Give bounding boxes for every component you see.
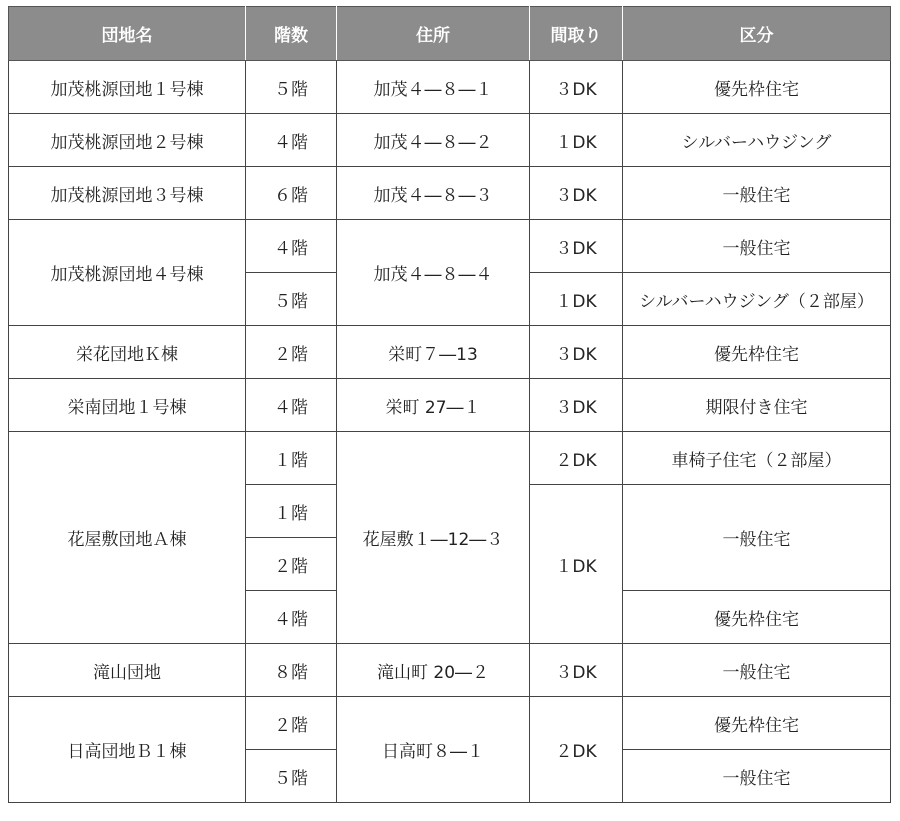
cell-address: 滝山町 20―２ [337,644,530,697]
cell-floor: ４階 [246,591,337,644]
cell-category: 車椅子住宅（２部屋） [623,432,891,485]
cell-floor: ５階 [246,273,337,326]
cell-address: 花屋敷１―12―３ [337,432,530,644]
cell-category: シルバーハウジング（２部屋） [623,273,891,326]
header-category: 区分 [623,7,891,61]
cell-floor: ２階 [246,697,337,750]
cell-layout: １DK [530,485,623,644]
cell-layout: ３DK [530,379,623,432]
cell-name: 加茂桃源団地４号棟 [9,220,246,326]
cell-address: 加茂４―８―４ [337,220,530,326]
cell-layout: ３DK [530,61,623,114]
table-row [9,379,891,432]
cell-layout: ３DK [530,220,623,273]
cell-floor: １階 [246,432,337,485]
cell-layout: １DK [530,114,623,167]
table-row [9,220,891,273]
cell-category: 一般住宅 [623,220,891,273]
cell-layout: ３DK [530,326,623,379]
cell-layout: １DK [530,273,623,326]
cell-address: 栄町７―13 [337,326,530,379]
cell-floor: ８階 [246,644,337,697]
cell-floor: ２階 [246,326,337,379]
cell-category: 期限付き住宅 [623,379,891,432]
cell-name: 日高団地Ｂ１棟 [9,697,246,803]
cell-floor: ５階 [246,750,337,803]
cell-name: 加茂桃源団地２号棟 [9,114,246,167]
header-row [9,7,891,61]
cell-name: 加茂桃源団地１号棟 [9,61,246,114]
table-row [9,61,891,114]
cell-category: 一般住宅 [623,167,891,220]
table-row [9,644,891,697]
cell-name: 栄南団地１号棟 [9,379,246,432]
cell-address: 加茂４―８―３ [337,167,530,220]
cell-floor: ４階 [246,114,337,167]
cell-name: 花屋敷団地Ａ棟 [9,432,246,644]
cell-category: 一般住宅 [623,644,891,697]
cell-floor: ５階 [246,61,337,114]
cell-layout: ３DK [530,167,623,220]
cell-category: シルバーハウジング [623,114,891,167]
cell-address: 加茂４―８―２ [337,114,530,167]
cell-name: 滝山団地 [9,644,246,697]
cell-name: 加茂桃源団地３号棟 [9,167,246,220]
cell-layout: ２DK [530,697,623,803]
cell-name: 栄花団地Ｋ棟 [9,326,246,379]
header-floor: 階数 [246,7,337,61]
cell-floor: ２階 [246,538,337,591]
cell-floor: ４階 [246,379,337,432]
cell-address: 栄町 27―１ [337,379,530,432]
table-row [9,326,891,379]
table-row [9,167,891,220]
cell-category: 優先枠住宅 [623,61,891,114]
cell-category: 優先枠住宅 [623,326,891,379]
header-layout: 間取り [530,7,623,61]
table-row [9,697,891,750]
header-address: 住所 [337,7,530,61]
cell-address: 日高町８―１ [337,697,530,803]
table-row [9,114,891,167]
cell-category: 優先枠住宅 [623,591,891,644]
cell-layout: ２DK [530,432,623,485]
cell-layout: ３DK [530,644,623,697]
table-row [9,432,891,485]
cell-category: 一般住宅 [623,750,891,803]
cell-floor: １階 [246,485,337,538]
cell-floor: ４階 [246,220,337,273]
cell-category: 優先枠住宅 [623,697,891,750]
housing-table [8,6,891,803]
cell-floor: ６階 [246,167,337,220]
cell-category: 一般住宅 [623,485,891,591]
cell-address: 加茂４―８―１ [337,61,530,114]
header-name: 団地名 [9,7,246,61]
